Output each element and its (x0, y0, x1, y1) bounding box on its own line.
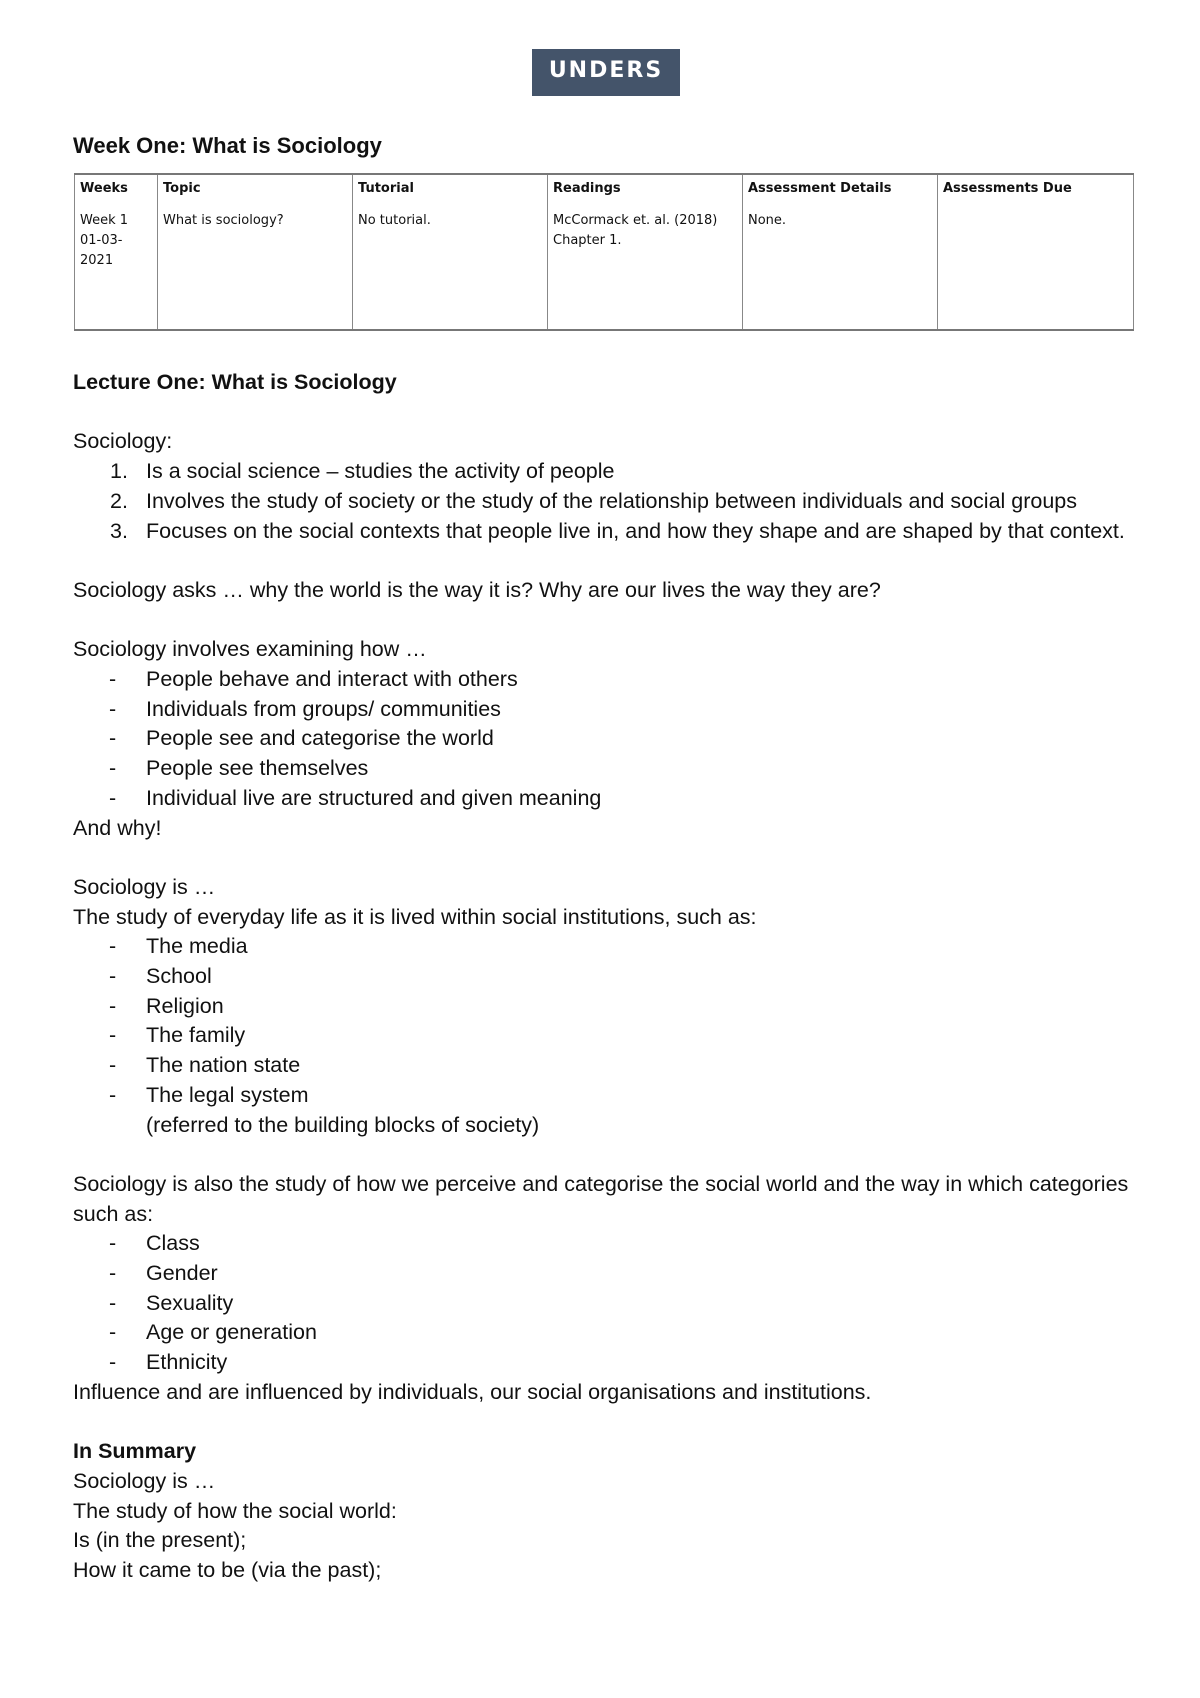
cell-assessment-details: None. (743, 205, 938, 330)
list-item: 2. Involves the study of society or the study of the relationship between individuals and social groups (110, 488, 1078, 513)
header-weeks: Weeks (75, 174, 158, 205)
numbered-list (73, 457, 1133, 546)
list-item: - Class (109, 1231, 200, 1256)
week-title: Week One: What is Sociology (73, 133, 382, 158)
lecture-content (73, 368, 1133, 1586)
list-item: - Gender (109, 1261, 218, 1286)
is-label: Sociology is … (73, 874, 216, 899)
list-item: - School (109, 964, 212, 988)
header-assessment-details: Assessment Details (743, 174, 938, 205)
building-blocks-note: (referred to the building blocks of society) (146, 1112, 540, 1137)
summary-line: The study of how the social world: (73, 1498, 397, 1523)
perceive-paragraph: Sociology is also the study of how we perceive and categorise the social world and the way in which categories such as: (73, 1171, 1129, 1226)
list-item: - The family (109, 1023, 246, 1048)
list-item: - The nation state (109, 1053, 301, 1078)
header-topic: Topic (158, 174, 353, 205)
list-item: - People see themselves (109, 756, 369, 781)
and-why: And why! (73, 815, 162, 840)
involves-list (73, 665, 1133, 814)
list-item: - Individual live are structured and given meaning (109, 785, 602, 810)
summary-line: Is (in the present); (73, 1528, 247, 1553)
list-item: - The legal system (109, 1082, 309, 1107)
table-row (75, 205, 1134, 330)
list-item: - Individuals from groups/ communities (109, 696, 501, 721)
cell-topic: What is sociology? (158, 205, 353, 330)
study-everyday: The study of everyday life as it is lived within social institutions, such as: (73, 904, 757, 929)
header-tutorial: Tutorial (353, 174, 548, 205)
summary-line: Sociology is … (73, 1468, 216, 1493)
list-item: - Religion (109, 993, 224, 1018)
institutions-list (73, 932, 1133, 1110)
intro-label: Sociology: (73, 429, 173, 454)
influence-paragraph: Influence and are influenced by individuals, our social organisations and institutions. (73, 1379, 872, 1404)
list-item: - Sexuality (109, 1290, 234, 1315)
list-item: 3. Focuses on the social contexts that people live in, and how they shape and are shaped by that context. (110, 518, 1125, 543)
cell-readings: McCormack et. al. (2018) Chapter 1. (548, 205, 743, 330)
header-banner: UNDERS (532, 49, 680, 96)
cell-tutorial: No tutorial. (353, 205, 548, 330)
list-item: - Ethnicity (109, 1350, 228, 1375)
summary-title: In Summary (73, 1439, 197, 1464)
list-item: - The media (109, 934, 248, 959)
table-header-row (75, 174, 1134, 205)
lecture-title: Lecture One: What is Sociology (73, 370, 397, 394)
asks-paragraph: Sociology asks … why the world is the way it is? Why are our lives the way they are? (73, 577, 881, 602)
header-readings: Readings (548, 174, 743, 205)
list-item: 1. Is a social science – studies the activity of people (110, 459, 615, 484)
schedule-table (74, 173, 1134, 331)
cell-week: Week 1 01-03-2021 (75, 205, 158, 330)
list-item: - People behave and interact with others (109, 666, 518, 691)
summary-line: How it came to be (via the past); (73, 1558, 382, 1583)
header-assessments-due: Assessments Due (938, 174, 1134, 205)
involves-label: Sociology involves examining how … (73, 637, 427, 662)
list-item: - People see and categorise the world (109, 726, 494, 751)
cell-assessments-due (938, 205, 1134, 330)
categories-list (73, 1229, 1133, 1378)
list-item: - Age or generation (109, 1320, 317, 1345)
